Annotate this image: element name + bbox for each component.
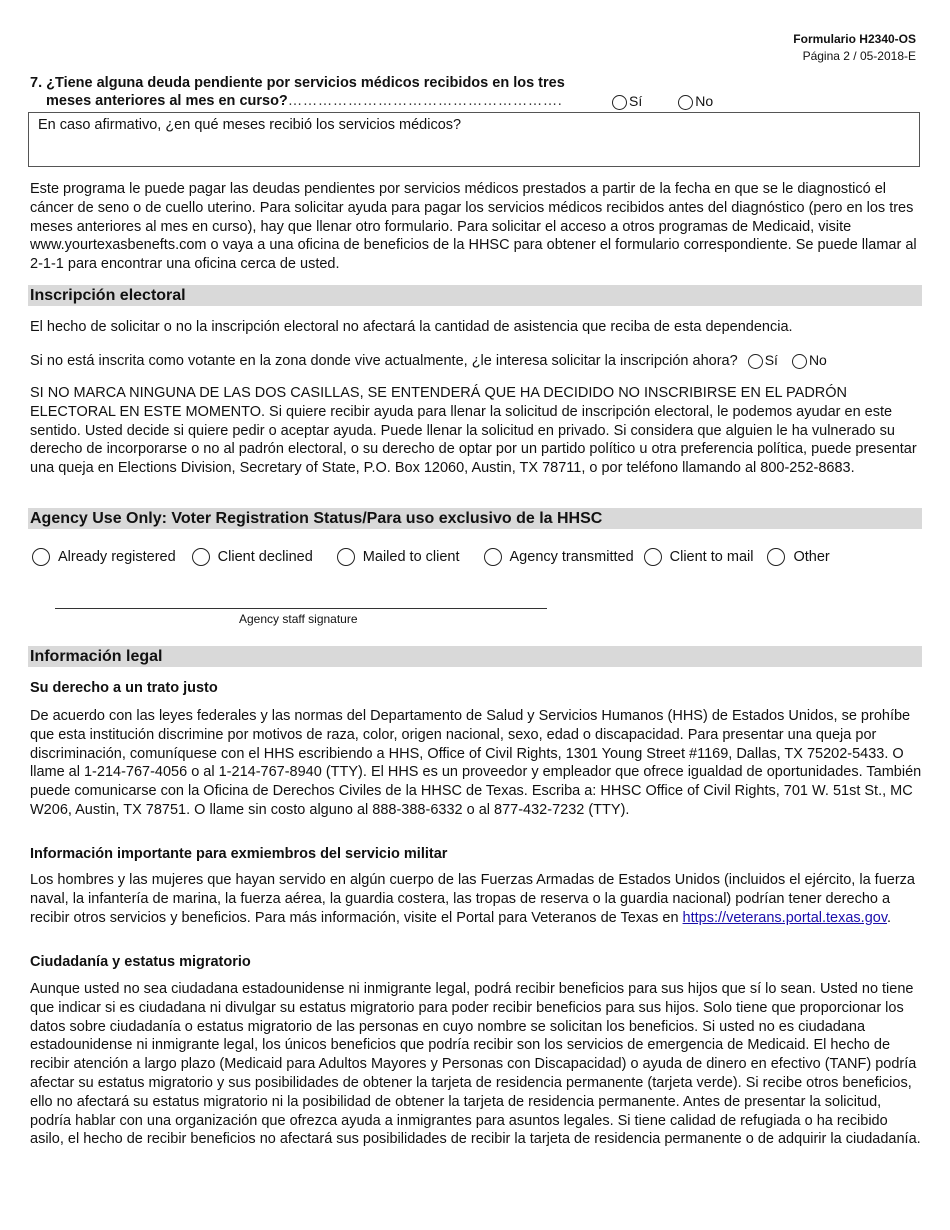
signature-line[interactable] (55, 608, 547, 609)
leader-dots: ………………………………………………. (287, 93, 563, 109)
voter-option-yes[interactable]: Sí (748, 351, 778, 370)
voter-question (30, 351, 922, 371)
section-agency-use: Agency Use Only: Voter Registration Status/Para uso exclusivo de la HHSC (28, 508, 922, 529)
form-id: Formulario H2340-OS (793, 32, 916, 46)
section-legal-info: Información legal (28, 646, 922, 667)
status-other[interactable]: Other (767, 548, 829, 566)
military-paragraph: Los hombres y las mujeres que hayan servido en algún cuerpo de las Fuerzas Armadas de Estados Unidos (incluidos el ejército, la fuerza naval, la infantería de marina, la fuerza aérea, la guardia costera, las tropas de reserva o la guardia nacional) podrían tener derecho a recibir otros servicios y beneficios. Para más información, visite el Portal para Veteranos de Texas en https://veterans.portal.texas.gov. (30, 872, 915, 926)
voter-status-options (32, 548, 922, 566)
months-question: En caso afirmativo, ¿en qué meses recibió los servicios médicos? (38, 117, 462, 133)
months-answer-box[interactable] (28, 112, 920, 167)
fair-treatment-heading: Su derecho a un trato justo (30, 680, 218, 696)
radio-no[interactable] (678, 95, 693, 110)
question-7 (30, 74, 922, 110)
status-radio[interactable] (767, 548, 785, 566)
voter-radio-no[interactable] (792, 354, 807, 369)
section-voter-registration: Inscripción electoral (28, 285, 922, 306)
fair-treatment-paragraph: De acuerdo con las leyes federales y las normas del Departamento de Salud y Servicios Humanos (HHS) de Estados Unidos, se prohíbe que esta institución discrimine por motivos de raza, color, origen nacional, sexo, edad o discapacidad. Para presentar una queja por discriminación, comuníquese con el HHS escribiendo a HHS, Office of Civil Rights, 1301 Young Street #1169, Dallas, TX 75202-5433. O llame al 1-214-767-4056 o al 1-214-767-8940 (TTY). El HHS es un proveedor y empleador que ofrece igualdad de oportunidades. También puede comunicarse con la Oficina de Derechos Civiles de la HHSC de Texas. Escriba a: HHSC Office of Civil Rights, 701 W. 51st St., MC W206, Austin, TX 78751. O llame sin costo alguno al 888-388-6332 o al 877-432-7232 (TTY). (30, 708, 922, 818)
option-yes[interactable]: Sí (612, 92, 642, 110)
voter-option-no[interactable]: No (792, 351, 827, 370)
status-radio[interactable] (32, 548, 50, 566)
option-no[interactable]: No (678, 92, 713, 110)
page-info: Página 2 / 05-2018-E (802, 49, 916, 63)
voter-options (742, 351, 827, 370)
voter-paragraph-1: El hecho de solicitar o no la inscripción electoral no afectará la cantidad de asistencia que reciba de esta dependencia. (30, 319, 793, 335)
military-heading: Información importante para exmiembros del servicio militar (30, 846, 448, 862)
question-7-options (612, 92, 749, 110)
status-mailed-to-client[interactable]: Mailed to client (337, 548, 460, 566)
voter-paragraph-2: SI NO MARCA NINGUNA DE LAS DOS CASILLAS, SE ENTENDERÁ QUE HA DECIDIDO NO INSCRIBIRSE EN EL PADRÓN ELECTORAL EN ESTE MOMENTO. Si quiere recibir ayuda para llenar la solicitud de inscripción electoral, le podemos ayudar en este sentido. Usted decide si quiere pedir o aceptar ayuda. Puede llenar la solicitud en privado. Si considera que alguien le ha vulnerado su derecho de incorporarse o no al padrón electoral, o su derecho de optar por un partido político u otra preferencia política, puede presentar una queja en Elections Division, Secretary of State, P.O. Box 12060, Austin, TX 78711, o por teléfono llamando al 800-252-8683. (30, 385, 917, 477)
question-7-line2: meses anteriores al mes en curso? (46, 93, 288, 109)
status-client-declined[interactable]: Client declined (192, 548, 313, 566)
status-client-to-mail[interactable]: Client to mail (644, 548, 754, 566)
citizenship-paragraph: Aunque usted no sea ciudadana estadounidense ni inmigrante legal, podrá recibir beneficios para sus hijos que sí lo sean. Usted no tiene que indicar si es ciudadana ni divulgar su estatus migratorio para poder recibir beneficios para sus hijos. Solo tiene que proporcionar los datos sobre ciudadanía o estatus migratorio de las personas en cuyo nombre se solicitan los beneficios. Si usted no es ciudadana estadounidense ni inmigrante legal, los únicos beneficios que podría recibir son los servicios de emergencia de Medicaid. El hecho de recibir atención a largo plazo (Medicaid para Adultos Mayores y Personas con Discapacidad) o ayuda de dinero en efectivo (TANF) podría afectar su estatus migratorio y sus posibilidades de obtener la tarjeta de residencia permanente (tarjeta verde). Si recibe otros beneficios, ello no afectará su estatus migratorio ni la posibilidad de obtener la tarjeta de residencia permanente. Antes de presentar la solicitud, podría hablar con una organización que ofrezca ayuda a inmigrantes para asuntos legales. Si tiene calidad de refugiada o ha recibido asilo, el hecho de recibir beneficios no afectará sus posibilidades de recibir la tarjeta de residencia permanente o de adquirir la ciudadanía. (30, 981, 921, 1148)
signature-label: Agency staff signature (239, 612, 358, 626)
form-header (793, 31, 916, 65)
status-radio[interactable] (484, 548, 502, 566)
veterans-portal-link[interactable]: https://veterans.portal.texas.gov (682, 909, 887, 926)
voter-question-text: Si no está inscrita como votante en la zona donde vive actualmente, ¿le interesa solicitar la inscripción ahora? (30, 353, 738, 369)
citizenship-heading: Ciudadanía y estatus migratorio (30, 954, 251, 970)
status-radio[interactable] (644, 548, 662, 566)
status-radio[interactable] (337, 548, 355, 566)
question-7-line1: 7. ¿Tiene alguna deuda pendiente por servicios médicos recibidos en los tres (30, 75, 565, 91)
status-already-registered[interactable]: Already registered (32, 548, 176, 566)
voter-radio-yes[interactable] (748, 354, 763, 369)
radio-yes[interactable] (612, 95, 627, 110)
status-agency-transmitted[interactable]: Agency transmitted (484, 548, 634, 566)
status-radio[interactable] (192, 548, 210, 566)
program-paragraph: Este programa le puede pagar las deudas pendientes por servicios médicos prestados a partir de la fecha en que se le diagnosticó el cáncer de seno o de cuello uterino. Para solicitar ayuda para pagar los servicios médicos recibidos antes del diagnóstico (pero en los tres meses anteriores al mes en curso), hay que llenar otro formulario. Para solicitar el acceso a otros programas de Medicaid, visite www.yourtexasbenefts.com o vaya a una oficina de beneficios de la HHSC para obtener el formulario correspondiente. Se puede llamar al 2-1-1 para encontrar una oficina cerca de usted. (30, 181, 917, 273)
